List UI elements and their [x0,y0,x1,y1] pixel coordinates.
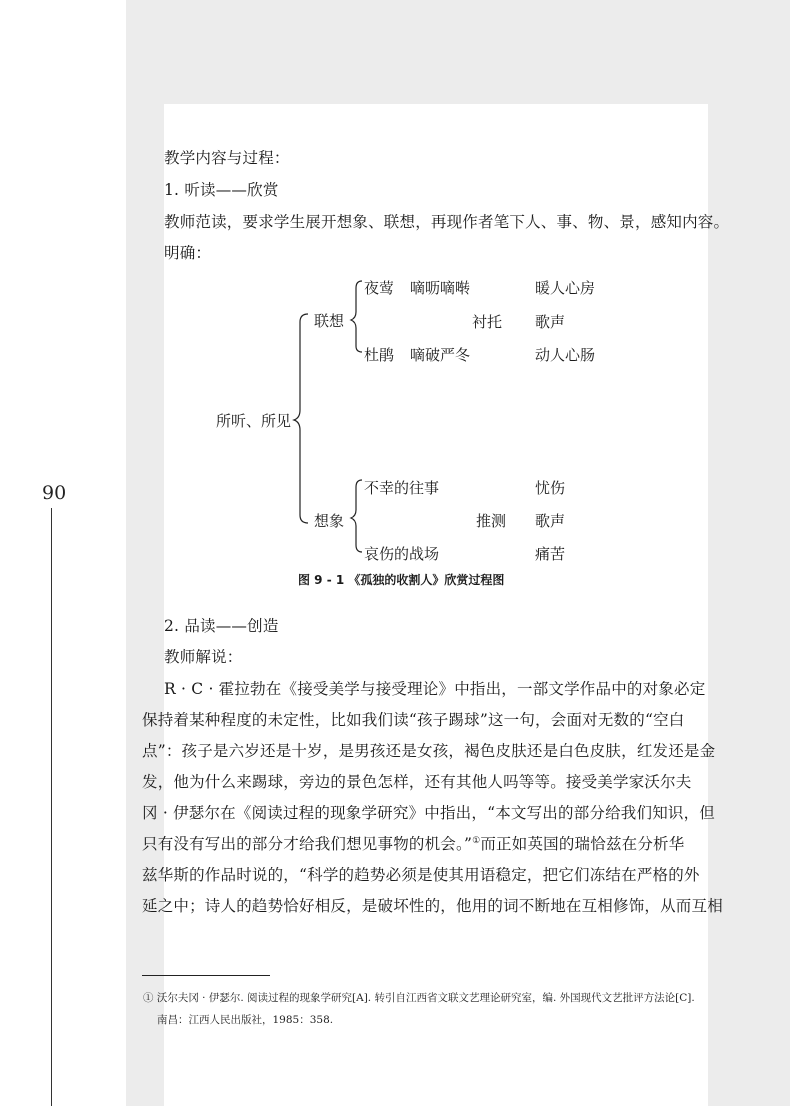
diagram-cell: 推测 [476,512,507,530]
diagram-cell: 嘀破严冬 [410,346,471,364]
diagram-cell: 歌声 [535,313,566,331]
paragraph-line: 发，他为什么来踢球，旁边的景色怎样，还有其他人吗等等。接受美学家沃尔夫 [142,773,692,791]
bottom-brace [351,480,362,552]
diagram-cell: 衬托 [472,313,503,331]
clarify-label: 明确： [164,244,212,262]
diagram-cell: 暖人心房 [535,279,596,297]
diagram-cell: 痛苦 [535,545,566,563]
root-brace [294,314,308,523]
paragraph-line: 点”：孩子是六岁还是十岁，是男孩还是女孩，褐色皮肤还是白色皮肤，红发还是金 [142,742,716,760]
explanation-label: 教师解说： [164,648,243,666]
subsection-heading-2: 2. 品读——创造 [164,617,279,635]
paragraph-line: R · C · 霍拉勃在《接受美学与接受理论》中指出，一部文学作品中的对象必定 [164,680,706,698]
diagram-root: 所听、所见 [216,412,292,430]
diagram-cell: 不幸的往事 [364,479,440,497]
paragraph-line: 兹华斯的作品时说的，“科学的趋势必须是使其用语稳定，把它们冻结在严格的外 [142,866,700,884]
page-number: 90 [42,482,67,504]
diagram-cell: 夜莺 [364,279,395,297]
figure-caption: 图 9 - 1 《孤独的收割人》欣赏过程图 [298,573,505,587]
instruction-text: 教师范读，要求学生展开想象、联想，再现作者笔下人、事、物、景，感知内容。 [164,213,730,231]
diagram-cell: 哀伤的战场 [364,545,440,563]
footnote-marker[interactable]: ① [472,835,481,846]
footnote-line: ① 沃尔夫冈 · 伊瑟尔. 阅读过程的现象学研究[A]. 转引自江西省文联文艺理论研究室，编. 外国现代文艺批评方法论[C]. [143,992,695,1004]
diagram-branch-association: 联想 [314,312,345,330]
paragraph-line: 冈 · 伊瑟尔在《阅读过程的现象学研究》中指出，“本文写出的部分给我们知识，但 [142,804,716,822]
diagram-cell: 动人心肠 [535,346,596,364]
top-brace [351,281,362,352]
paragraph-line: 延之中；诗人的趋势恰好相反，是破坏性的，他用的词不断地在互相修饰，从而互相 [142,897,723,915]
footnote-rule [142,975,270,976]
diagram-cell: 忧伤 [535,479,566,497]
diagram-cell: 歌声 [535,512,566,530]
diagram-branch-imagination: 想象 [314,512,345,530]
footnote-line: 南昌：江西人民出版社，1985：358. [157,1014,334,1026]
diagram-cell: 杜鹃 [364,346,395,364]
subsection-heading-1: 1. 听读——欣赏 [164,181,279,199]
paragraph-line: 只有没有写出的部分才给我们想见事物的机会。”①而正如英国的瑞恰兹在分析华 [142,835,685,853]
diagram-cell: 嘀呖嘀啭 [410,279,471,297]
section-heading: 教学内容与过程： [164,149,290,167]
paragraph-line: 保持着某种程度的未定性，比如我们读“孩子踢球”这一句，会面对无数的“空白 [142,711,685,729]
